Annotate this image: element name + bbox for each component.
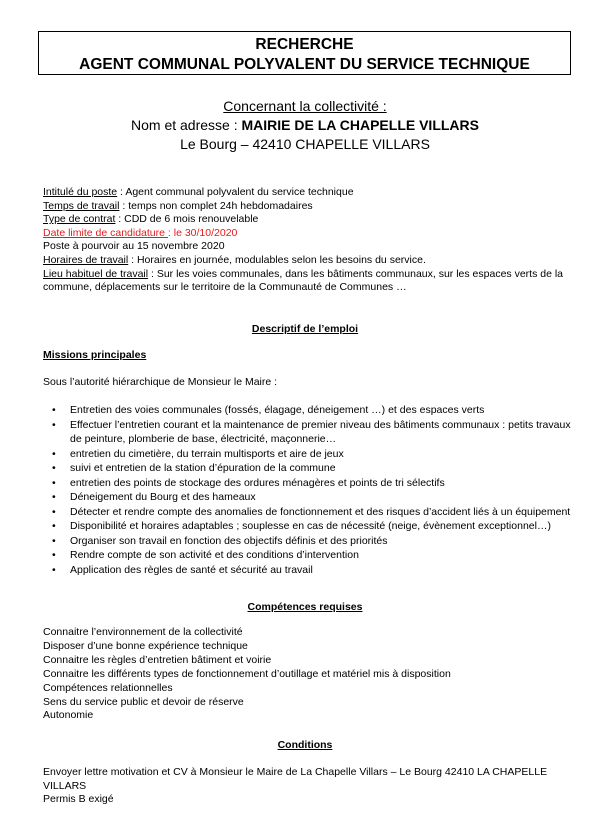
list-item: Connaitre l’environnement de la collectivité bbox=[43, 626, 243, 638]
list-item: • Rendre compte de son activité et des conditions d’intervention bbox=[52, 549, 359, 561]
list-item: Connaitre les règles d’entretien bâtiment et voirie bbox=[43, 653, 272, 666]
temps-value: : temps non complet 24h hebdomadaires bbox=[119, 199, 313, 212]
lieu-value: : Sur les voies communales, dans les bâtiments communaux, sur les espaces verts de la commune, déplacements sur le territoire de la Communauté de Communes … bbox=[43, 267, 564, 294]
list-item: • Entretien des voies communales (fossés, élagage, déneigement …) et des espaces verts bbox=[52, 404, 485, 416]
horaires-value: : Horaires en journée, modulables selon les besoins du service. bbox=[128, 253, 426, 266]
bullet-icon: • bbox=[52, 447, 56, 460]
deadline-value: : le 30/10/2020 bbox=[167, 226, 238, 239]
list-item: • entretien des points de stockage des ordures ménagères et points de tri sélectifs bbox=[52, 476, 445, 489]
list-item: • Déneigement du Bourg et des hameaux bbox=[52, 491, 256, 503]
title-line-2: AGENT COMMUNAL POLYVALENT DU SERVICE TECHNIQUE bbox=[79, 56, 530, 73]
list-item: • Détecter et rendre compte des anomalies de fonctionnement et des risques d’accident liés à un équipement bbox=[52, 505, 571, 518]
list-item: • Application des règles de santé et sécurité au travail bbox=[52, 563, 313, 576]
bullet-icon: • bbox=[52, 563, 56, 576]
bullet-icon: • bbox=[52, 549, 56, 561]
contrat-value: : CDD de 6 mois renouvelable bbox=[115, 213, 259, 226]
bullet-icon: • bbox=[52, 491, 56, 503]
list-item: Sens du service public et devoir de réserve bbox=[43, 695, 244, 708]
bullet-icon: • bbox=[52, 505, 56, 518]
bullet-icon: • bbox=[52, 418, 56, 431]
intitule-label: Intitulé du poste bbox=[43, 186, 118, 198]
list-item: Autonomie bbox=[43, 709, 94, 722]
list-item: • Effectuer l’entretien courant et la maintenance de premier niveau des bâtiments communaux : petits travaux de peinture, plomberie de base, électricité, maçonnerie… bbox=[52, 418, 571, 445]
list-item: • entretien du cimetière, du terrain multisports et aire de jeux bbox=[52, 447, 344, 460]
contrat-label: Type de contrat bbox=[43, 213, 116, 226]
list-item: Compétences relationnelles bbox=[43, 681, 173, 694]
conditions-permis: Permis B exigé bbox=[43, 793, 114, 806]
conditions-block bbox=[43, 766, 568, 807]
horaires-label: Horaires de travail bbox=[43, 253, 129, 266]
poste-details bbox=[43, 186, 568, 295]
pourvoir-text: Poste à pourvoir au 15 novembre 2020 bbox=[43, 240, 225, 253]
name-prefix: Nom et adresse : bbox=[131, 117, 242, 133]
temps-label: Temps de travail bbox=[43, 199, 120, 212]
list-item: • suivi et entretien de la station d’épuration de la commune bbox=[52, 462, 336, 474]
competences-heading: Compétences requises bbox=[247, 601, 363, 613]
collectivite-name: MAIRIE DE LA CHAPELLE VILLARS bbox=[241, 117, 479, 133]
list-item: Connaitre les différents types de fonctionnement d’outillage et matériel mis à disposition bbox=[43, 667, 451, 680]
conditions-heading: Conditions bbox=[277, 739, 333, 751]
conditions-envoi: Envoyer lettre motivation et CV à Monsieur le Maire de La Chapelle Villars – Le Bourg 42410 LA CHAPELLE VILLARS bbox=[43, 766, 548, 792]
descriptif-heading: Descriptif de l’emploi bbox=[251, 323, 359, 335]
lieu-label: Lieu habituel de travail bbox=[43, 267, 149, 280]
bullet-icon: • bbox=[52, 476, 56, 489]
missions-heading: Missions principales bbox=[43, 349, 147, 361]
list-item: • Disponibilité et horaires adaptables ; souplesse en cas de nécessité (neige, évènement exceptionnel…) bbox=[52, 520, 551, 532]
list-item: • Organiser son travail en fonction des objectifs définis et des priorités bbox=[52, 534, 388, 547]
title-box bbox=[38, 31, 571, 75]
missions-list bbox=[52, 403, 572, 577]
bullet-icon: • bbox=[52, 404, 56, 416]
list-item: Disposer d’une bonne expérience technique bbox=[43, 639, 248, 652]
bullet-icon: • bbox=[52, 520, 56, 532]
collectivite-intro: Concernant la collectivité : bbox=[223, 98, 387, 114]
title-line-1: RECHERCHE bbox=[255, 36, 354, 53]
collectivite-address: Le Bourg – 42410 CHAPELLE VILLARS bbox=[180, 136, 430, 152]
bullet-icon: • bbox=[52, 462, 56, 474]
bullet-icon: • bbox=[52, 534, 56, 547]
collectivite-block bbox=[0, 97, 610, 154]
competences-list bbox=[43, 626, 568, 723]
deadline-label: Date limite de candidature bbox=[43, 226, 168, 239]
missions-intro: Sous l’autorité hiérarchique de Monsieur le Maire : bbox=[43, 376, 278, 388]
intitule-value: : Agent communal polyvalent du service technique bbox=[117, 186, 354, 198]
